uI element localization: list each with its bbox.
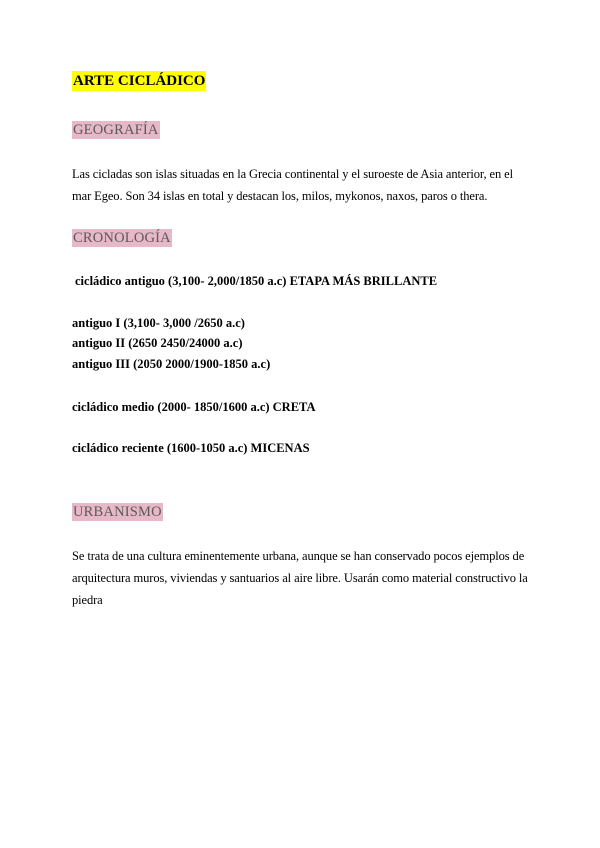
chronology-item: cicládico antiguo (3,100- 2,000/1850 a.c) ETAPA MÁS BRILLANTE — [75, 274, 438, 288]
chronology-item: antiguo II (2650 2450/24000 a.c) — [72, 336, 243, 350]
chronology-item: antiguo III (2050 2000/1900-1850 a.c) — [72, 357, 271, 371]
paragraph-urbanismo: Se trata de una cultura eminentemente urbana, aunque se han conservado pocos ejemplos de arquitectura muros, viviendas y santuarios al aire libre. Usarán como material constructivo la piedra — [72, 549, 528, 607]
chronology-item: cicládico medio (2000- 1850/1600 a.c) CRETA — [72, 400, 316, 414]
chronology-item: cicládico reciente (1600-1050 a.c) MICENAS — [72, 441, 310, 455]
paragraph-geografia: Las cicladas son islas situadas en la Grecia continental y el suroeste de Asia anterior, en el mar Egeo. Son 34 islas en total y destacan los, milos, mykonos, naxos, paros o thera. — [72, 167, 513, 203]
chronology-item: antiguo I (3,100- 3,000 /2650 a.c) — [72, 316, 245, 330]
heading-cronologia: CRONOLOGÍA — [73, 230, 171, 246]
heading-geografia: GEOGRAFÍA — [73, 122, 159, 138]
document-title: ARTE CICLÁDICO — [73, 73, 206, 89]
heading-urbanismo: URBANISMO — [73, 504, 162, 520]
